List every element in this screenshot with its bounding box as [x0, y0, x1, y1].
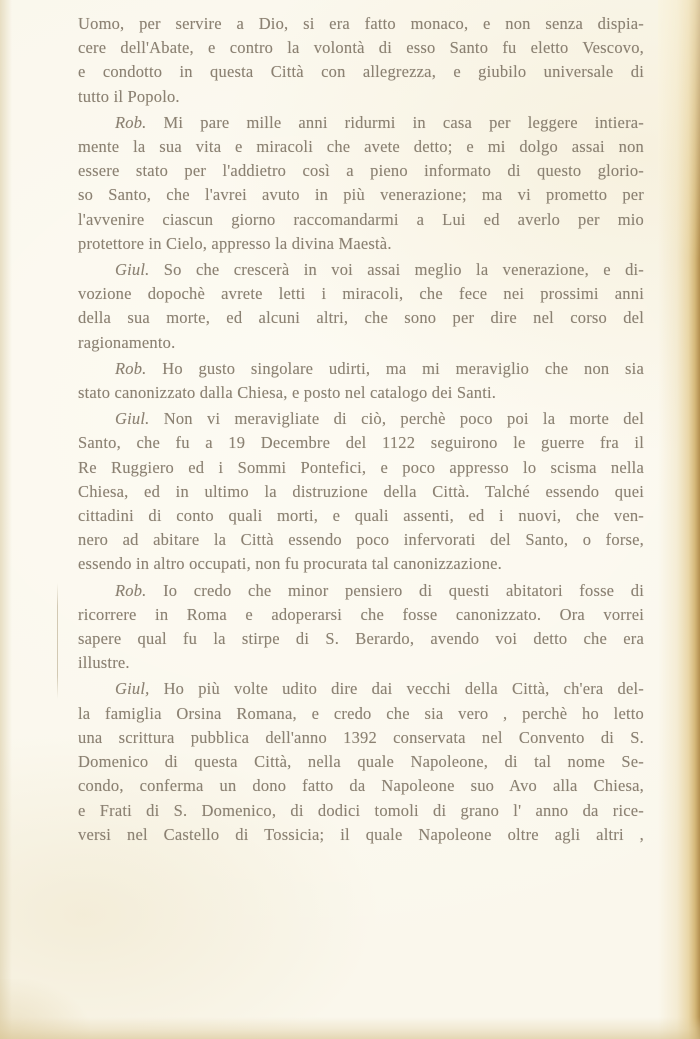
text-line: l'avvenire ciascun giorno raccomandarmi a Lui ed averlo per mio — [78, 209, 644, 229]
text-line: una scrittura pubblica dell'anno 1392 conservata nel Convento di S. — [78, 727, 644, 747]
page-text — [78, 12, 644, 847]
text-line: essere stato per l'addietro così a pieno informato di questo glorio- — [78, 161, 644, 181]
speaker-label: Rob. — [115, 580, 147, 600]
text-line: Rob. Mi pare mille anni ridurmi in casa per leggere intiera- — [115, 112, 644, 132]
text-line: Re Ruggiero ed i Sommi Pontefici, e poco appresso lo scisma nella — [78, 457, 644, 477]
text-line: versi nel Castello di Tossicia; il quale Napoleone oltre agli altri , — [78, 824, 644, 844]
text-line: la famiglia Orsina Romana, e credo che sia vero , perchè ho letto — [78, 703, 644, 723]
speaker-label: Rob. — [115, 358, 147, 378]
text-line: e Frati di S. Domenico, di dodici tomoli di grano l' anno da rice- — [78, 800, 644, 820]
paragraph — [78, 579, 644, 676]
text-line: sapere qual fu la stirpe di S. Berardo, avendo voi detto che era — [78, 629, 644, 649]
text-line: e condotto in questa Città con allegrezza, e giubilo universale di — [78, 62, 644, 82]
text-line: Rob. Ho gusto singolare udirti, ma mi meraviglio che non sia — [115, 358, 644, 378]
text-line: so Santo, che l'avrei avuto in più venerazione; ma vi prometto per — [78, 185, 644, 205]
page-edge-left — [0, 0, 12, 1039]
paragraph — [78, 407, 644, 576]
text-line: illustre. — [78, 653, 130, 673]
text-line: protettore in Cielo, appresso la divina Maestà. — [78, 233, 392, 253]
text-line: Rob. Io credo che minor pensiero di questi abitatori fosse di — [115, 580, 644, 600]
speaker-label: Rob. — [115, 112, 147, 132]
text-line: della sua morte, ed alcuni altri, che sono per dire nel corso del — [78, 308, 644, 328]
text-line: Giul, Ho più volte udito dire dai vecchi della Città, ch'era del- — [115, 679, 644, 699]
text-line: stato canonizzato dalla Chiesa, e posto nel catalogo dei Santi. — [78, 383, 497, 403]
paragraph — [78, 258, 644, 355]
paragraph — [78, 12, 644, 109]
text-line: cittadini di conto quali morti, e quali assenti, ed i nuovi, che ven- — [78, 506, 644, 526]
text-line: ragionamento. — [78, 332, 176, 352]
text-line: condo, conferma un dono fatto da Napoleone suo Avo alla Chiesa, — [78, 776, 644, 796]
text-line: ricorrere in Roma e adoperarsi che fosse canonizzato. Ora vorrei — [78, 604, 644, 624]
page-corner-shading — [0, 979, 90, 1039]
speaker-label: Giul, — [115, 679, 150, 699]
speaker-label: Giul. — [115, 409, 150, 429]
text-line: essendo in altro occupati, non fu procurata tal canonizzazione. — [78, 554, 503, 574]
text-line: mente la sua vita e miracoli che avete detto; e mi dolgo assai non — [78, 137, 644, 157]
text-line: Giul. So che crescerà in voi assai meglio la venerazione, e di- — [115, 260, 644, 280]
paragraph — [78, 357, 644, 405]
page-edge-bottom — [0, 1017, 700, 1039]
text-line: Chiesa, ed in ultimo la distruzione della Città. Talché essendo quei — [78, 481, 644, 501]
text-line: Domenico di questa Città, nella quale Napoleone, di tal nome Se- — [78, 752, 644, 772]
text-line: Santo, che fu a 19 Decembre del 1122 seguirono le guerre fra il — [78, 433, 644, 453]
text-line: cere dell'Abate, e contro la volontà di esso Santo fu eletto Vescovo, — [78, 38, 644, 58]
text-line: nero ad abitare la Città essendo poco infervorati del Santo, o forse, — [78, 530, 644, 550]
paragraph — [78, 677, 644, 846]
text-line: tutto il Popolo. — [78, 86, 180, 106]
page-edge-right-highlight — [658, 0, 700, 260]
text-line: Uomo, per servire a Dio, si era fatto monaco, e non senza dispia- — [78, 14, 644, 33]
text-line: vozione dopochè avrete letti i miracoli, che fece nei prossimi anni — [78, 284, 644, 304]
text-line: Giul. Non vi meravigliate di ciò, perchè poco poi la morte del — [115, 409, 644, 429]
paragraph — [78, 111, 644, 256]
speaker-label: Giul. — [115, 260, 150, 280]
scan-artifact-line — [57, 583, 58, 699]
